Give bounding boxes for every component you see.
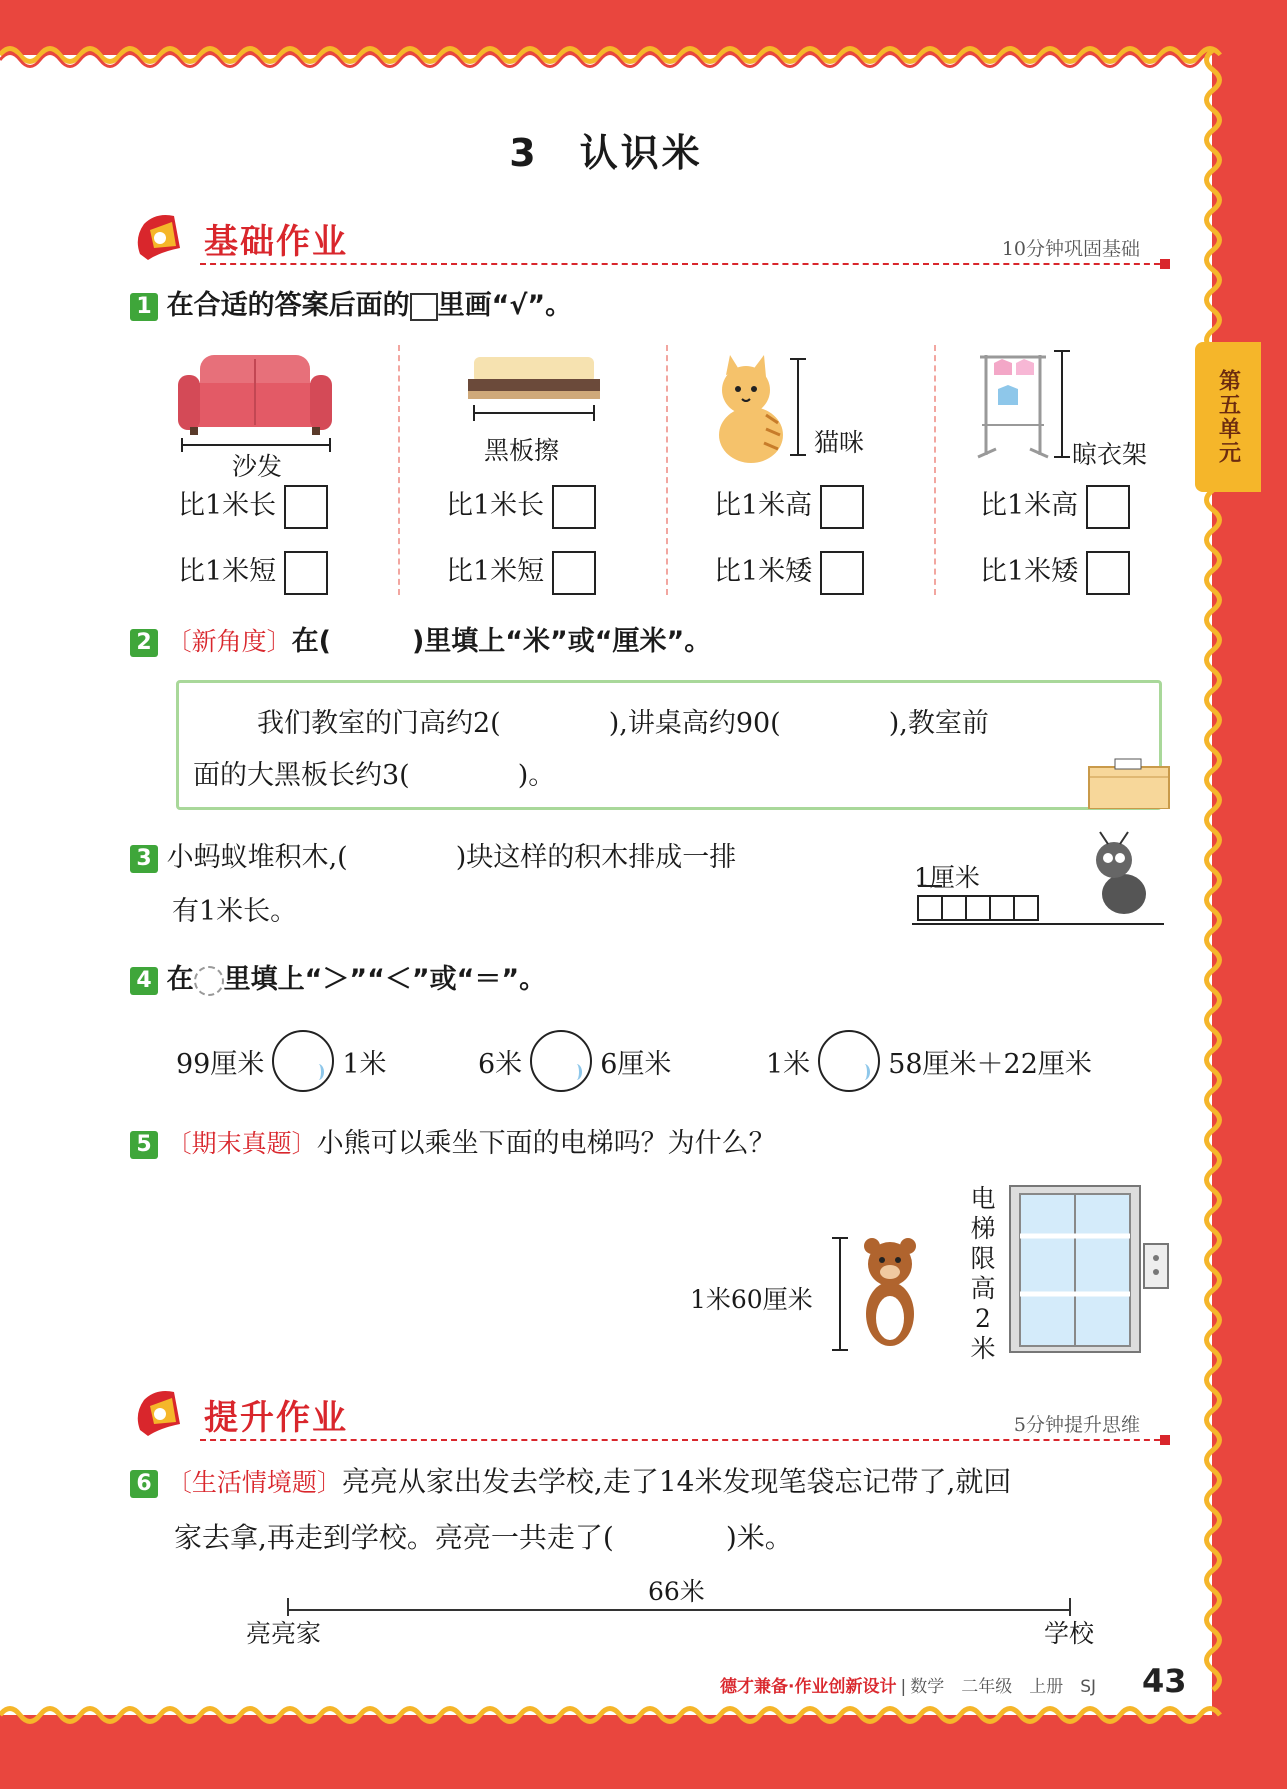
compare-right: 1米	[342, 1048, 387, 1080]
answer-checkbox[interactable]	[284, 485, 328, 529]
option-label: 比1米短	[178, 556, 277, 587]
footer: 德才兼备·作业创新设计 | 数学 二年级 上册 SJ	[720, 1677, 1097, 1697]
q1-item-cat	[706, 345, 956, 595]
answer-checkbox[interactable]	[820, 485, 864, 529]
unit-side-tab-label: 第五单元	[1215, 369, 1241, 465]
q1-item-clothes-rack	[972, 345, 1222, 595]
q1-item-eraser	[438, 345, 688, 595]
question-text: 在合适的答案后面的	[166, 290, 410, 321]
answer-checkbox[interactable]	[1086, 485, 1130, 529]
question-text: 亮亮从家出发去学校,走了14米发现笔袋忘记带了,就回	[341, 1465, 1012, 1498]
desk-icon	[1085, 753, 1173, 809]
box-symbol	[410, 293, 438, 321]
option-row	[980, 483, 1130, 529]
question-text: 在	[166, 964, 194, 995]
item-name: 猫咪	[814, 428, 865, 457]
column-divider	[398, 345, 400, 595]
q2-line-2[interactable]: 面的大黑板长约3( )。	[193, 760, 556, 791]
section-advanced-header	[130, 1384, 1170, 1444]
answer-checkbox[interactable]	[820, 551, 864, 595]
elevator-limit-label: 电梯限高2米	[970, 1184, 996, 1363]
compare-right: 58厘米＋22厘米	[888, 1048, 1092, 1080]
section-advanced-label: 提升作业	[204, 1398, 348, 1438]
section-basic-header	[130, 208, 1170, 268]
section-divider	[200, 263, 1170, 265]
option-label: 比1米矮	[980, 556, 1079, 587]
option-row	[446, 483, 596, 529]
question-3-line-2: 有1米长。	[172, 896, 298, 927]
question-number: 2	[130, 629, 158, 657]
option-label: 比1米矮	[714, 556, 813, 587]
question-6	[130, 1462, 1011, 1503]
compare-item	[478, 1030, 671, 1092]
compare-left: 99厘米	[176, 1048, 265, 1080]
column-divider	[666, 345, 668, 595]
compare-answer-circle[interactable]	[530, 1030, 592, 1092]
option-row	[446, 549, 596, 595]
page-title: 3 认识米	[509, 131, 703, 175]
option-label: 比1米长	[446, 490, 545, 521]
question-text: 小熊可以乘坐下面的电梯吗？为什么？	[316, 1128, 776, 1159]
section-basic-label: 基础作业	[204, 222, 348, 262]
q1-options-grid	[170, 345, 1170, 595]
eraser-image	[438, 345, 688, 475]
top-wave-border	[0, 42, 1230, 68]
question-4	[130, 960, 546, 1000]
section-divider-end	[1160, 259, 1170, 269]
question-number: 3	[130, 845, 158, 873]
compare-item	[176, 1030, 387, 1092]
section-advanced-subtitle: 5分钟提升思维	[1013, 1414, 1140, 1436]
question-2	[130, 622, 711, 662]
question-tag: 〔期末真题〕	[166, 1129, 317, 1158]
footer-info: 数学 二年级 上册 SJ	[910, 1677, 1097, 1697]
option-row	[714, 483, 864, 529]
question-text: 里填上“＞”“＜”或“＝”。	[223, 964, 547, 995]
compare-answer-circle[interactable]	[818, 1030, 880, 1092]
section-divider	[200, 1439, 1170, 1441]
question-number: 6	[130, 1470, 158, 1498]
section-basic-subtitle: 10分钟巩固基础	[1001, 238, 1140, 260]
item-name: 黑板擦	[484, 436, 560, 465]
question-5	[130, 1124, 776, 1164]
distance-line	[284, 1596, 1074, 1620]
option-label: 比1米长	[178, 490, 277, 521]
option-row	[178, 549, 328, 595]
section-divider-end	[1160, 1435, 1170, 1445]
sofa-image	[170, 345, 420, 475]
option-label: 比1米高	[980, 490, 1079, 521]
item-name: 晾衣架	[1072, 440, 1148, 469]
q1-item-sofa	[170, 345, 420, 595]
answer-checkbox[interactable]	[1086, 551, 1130, 595]
compare-item	[766, 1030, 1092, 1092]
question-text[interactable]: 小蚂蚁堆积木,( )块这样的积木排成一排	[166, 842, 737, 873]
question-tag: 〔新角度〕	[166, 627, 292, 656]
question-number: 1	[130, 293, 158, 321]
answer-checkbox[interactable]	[552, 551, 596, 595]
question-number: 4	[130, 967, 158, 995]
ant-blocks-image	[912, 830, 1172, 930]
compare-answer-circle[interactable]	[272, 1030, 334, 1092]
compare-left: 6米	[478, 1048, 523, 1080]
option-row	[714, 549, 864, 595]
bear-height-label: 1米60厘米	[690, 1285, 813, 1314]
bear-image	[832, 1234, 932, 1354]
footer-brand: 德才兼备·作业创新设计	[720, 1677, 897, 1697]
item-name: 沙发	[232, 452, 283, 481]
question-number: 5	[130, 1131, 158, 1159]
question-text: 里画“√”。	[437, 290, 573, 321]
page-number: 43	[1142, 1662, 1187, 1700]
megaphone-icon	[130, 1384, 192, 1440]
answer-checkbox[interactable]	[552, 485, 596, 529]
distance-label: 66米	[648, 1577, 705, 1606]
answer-checkbox[interactable]	[284, 551, 328, 595]
circle-symbol	[194, 966, 224, 996]
elevator-image	[1006, 1184, 1176, 1356]
q2-fill-box	[176, 680, 1162, 810]
end-label: 学校	[1044, 1619, 1095, 1648]
compare-right: 6厘米	[600, 1048, 672, 1080]
bottom-wave-border	[0, 1702, 1230, 1728]
option-row	[980, 549, 1130, 595]
question-1	[130, 286, 572, 326]
compare-left: 1米	[766, 1048, 811, 1080]
start-label: 亮亮家	[246, 1619, 322, 1648]
question-text: 在( )里填上“米”或“厘米”。	[291, 626, 712, 657]
right-wave-border	[1200, 50, 1226, 1710]
question-6-line-2[interactable]: 家去拿,再走到学校。亮亮一共走了( )米。	[174, 1521, 793, 1554]
cube-size-label: 1厘米	[914, 863, 980, 892]
question-3	[130, 838, 736, 878]
megaphone-icon	[130, 208, 192, 264]
q2-line-1[interactable]: 我们教室的门高约2( ),讲桌高约90( ),教室前	[257, 708, 989, 739]
column-divider	[934, 345, 936, 595]
option-label: 比1米短	[446, 556, 545, 587]
option-label: 比1米高	[714, 490, 813, 521]
question-tag: 〔生活情境题〕	[166, 1468, 342, 1497]
option-row	[178, 483, 328, 529]
